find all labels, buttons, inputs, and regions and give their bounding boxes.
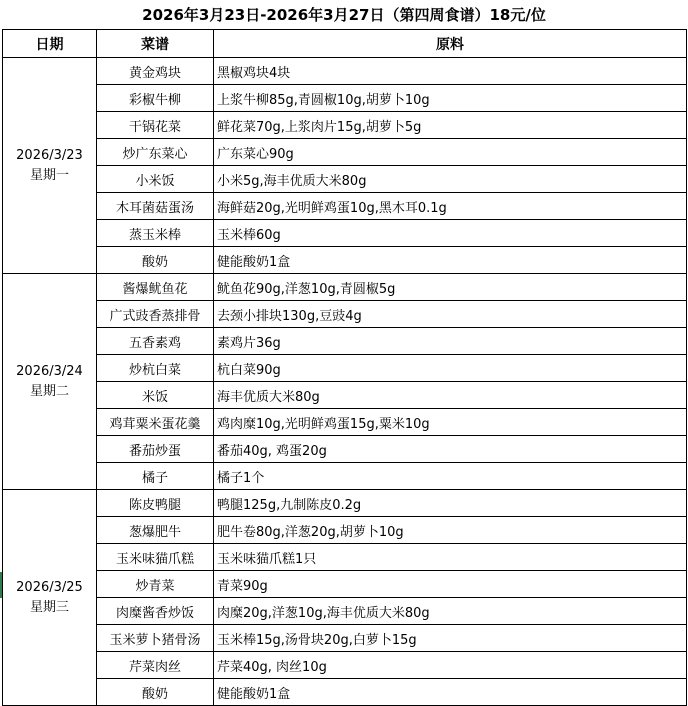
table-row <box>3 409 687 436</box>
dish-ingredients: 杭白菜90g <box>214 355 687 382</box>
dish-ingredients: 鸭腿125g,九制陈皮0.2g <box>214 490 687 517</box>
dish-ingredients: 肉糜20g,洋葱10g,海丰优质大米80g <box>214 598 687 625</box>
dish-ingredients: 青菜90g <box>214 571 687 598</box>
dish-ingredients: 玉米棒60g <box>214 220 687 247</box>
header-ingredients: 原料 <box>214 30 687 58</box>
table-row <box>3 355 687 382</box>
dish-name: 芹菜肉丝 <box>97 652 214 679</box>
dish-ingredients: 玉米味猫爪糕1只 <box>214 544 687 571</box>
table-row <box>3 625 687 652</box>
dish-ingredients: 橘子1个 <box>214 463 687 490</box>
header-row <box>3 30 687 58</box>
table-row <box>3 652 687 679</box>
dish-ingredients: 肥牛卷80g,洋葱20g,胡萝卜10g <box>214 517 687 544</box>
dish-ingredients: 番茄40g, 鸡蛋20g <box>214 436 687 463</box>
dish-name: 广式豉香蒸排骨 <box>97 301 214 328</box>
dish-name: 橘子 <box>97 463 214 490</box>
dish-name: 彩椒牛柳 <box>97 85 214 112</box>
dish-ingredients: 上浆牛柳85g,青圆椒10g,胡萝卜10g <box>214 85 687 112</box>
table-row <box>3 463 687 490</box>
table-row <box>3 247 687 274</box>
dish-ingredients: 黑椒鸡块4块 <box>214 58 687 85</box>
selection-marker <box>0 572 2 598</box>
dish-name: 炒广东菜心 <box>97 139 214 166</box>
table-row <box>3 301 687 328</box>
day-weekday: 星期二 <box>29 383 69 399</box>
table-row <box>3 85 687 112</box>
table-row <box>3 193 687 220</box>
table-row <box>3 274 687 301</box>
dish-name: 玉米味猫爪糕 <box>97 544 214 571</box>
dish-ingredients: 健能酸奶1盒 <box>214 679 687 706</box>
dish-ingredients: 小米5g,海丰优质大米80g <box>214 166 687 193</box>
dish-name: 葱爆肥牛 <box>97 517 214 544</box>
dish-ingredients: 广东菜心90g <box>214 139 687 166</box>
dish-name: 酱爆鱿鱼花 <box>97 274 214 301</box>
table-row <box>3 544 687 571</box>
table-row <box>3 679 687 706</box>
table-row <box>3 328 687 355</box>
dish-name: 炒青菜 <box>97 571 214 598</box>
table-row <box>3 571 687 598</box>
dish-name: 玉米萝卜猪骨汤 <box>97 625 214 652</box>
dish-ingredients: 鸡肉糜10g,光明鲜鸡蛋15g,粟米10g <box>214 409 687 436</box>
day-date: 2026/3/25 <box>16 579 83 595</box>
table-row <box>3 598 687 625</box>
menu-body <box>3 58 687 706</box>
dish-ingredients: 鱿鱼花90g,洋葱10g,青圆椒5g <box>214 274 687 301</box>
dish-name: 酸奶 <box>97 247 214 274</box>
day-date: 2026/3/23 <box>16 147 83 163</box>
dish-name: 番茄炒蛋 <box>97 436 214 463</box>
page-title: 2026年3月23日-2026年3月27日（第四周食谱）18元/位 <box>142 6 546 24</box>
dish-ingredients: 素鸡片36g <box>214 328 687 355</box>
dish-name: 黄金鸡块 <box>97 58 214 85</box>
header-date: 日期 <box>3 30 97 58</box>
dish-ingredients: 海鲜菇20g,光明鲜鸡蛋10g,黑木耳0.1g <box>214 193 687 220</box>
dish-name: 干锅花菜 <box>97 112 214 139</box>
table-row <box>3 139 687 166</box>
dish-name: 酸奶 <box>97 679 214 706</box>
table-row <box>3 436 687 463</box>
table-row <box>3 166 687 193</box>
day-date: 2026/3/24 <box>16 363 83 379</box>
table-row <box>3 382 687 409</box>
dish-name: 肉糜酱香炒饭 <box>97 598 214 625</box>
day-weekday: 星期一 <box>29 167 69 183</box>
day-weekday: 星期三 <box>29 599 69 615</box>
day-date-cell <box>3 490 97 706</box>
dish-ingredients: 鲜花菜70g,上浆肉片15g,胡萝卜5g <box>214 112 687 139</box>
header-dish: 菜谱 <box>97 30 214 58</box>
dish-name: 米饭 <box>97 382 214 409</box>
dish-name: 蒸玉米棒 <box>97 220 214 247</box>
table-row <box>3 58 687 85</box>
dish-ingredients: 芹菜40g, 肉丝10g <box>214 652 687 679</box>
dish-name: 五香素鸡 <box>97 328 214 355</box>
dish-name: 陈皮鸭腿 <box>97 490 214 517</box>
table-row <box>3 517 687 544</box>
table-row <box>3 220 687 247</box>
dish-ingredients: 海丰优质大米80g <box>214 382 687 409</box>
day-date-cell <box>3 58 97 274</box>
dish-ingredients: 健能酸奶1盒 <box>214 247 687 274</box>
table-row <box>3 490 687 517</box>
dish-ingredients: 去颈小排块130g,豆豉4g <box>214 301 687 328</box>
dish-name: 小米饭 <box>97 166 214 193</box>
menu-table <box>2 29 687 706</box>
dish-name: 木耳菌菇蛋汤 <box>97 193 214 220</box>
dish-ingredients: 玉米棒15g,汤骨块20g,白萝卜15g <box>214 625 687 652</box>
table-row <box>3 112 687 139</box>
dish-name: 鸡茸粟米蛋花羹 <box>97 409 214 436</box>
day-date-cell <box>3 274 97 490</box>
dish-name: 炒杭白菜 <box>97 355 214 382</box>
